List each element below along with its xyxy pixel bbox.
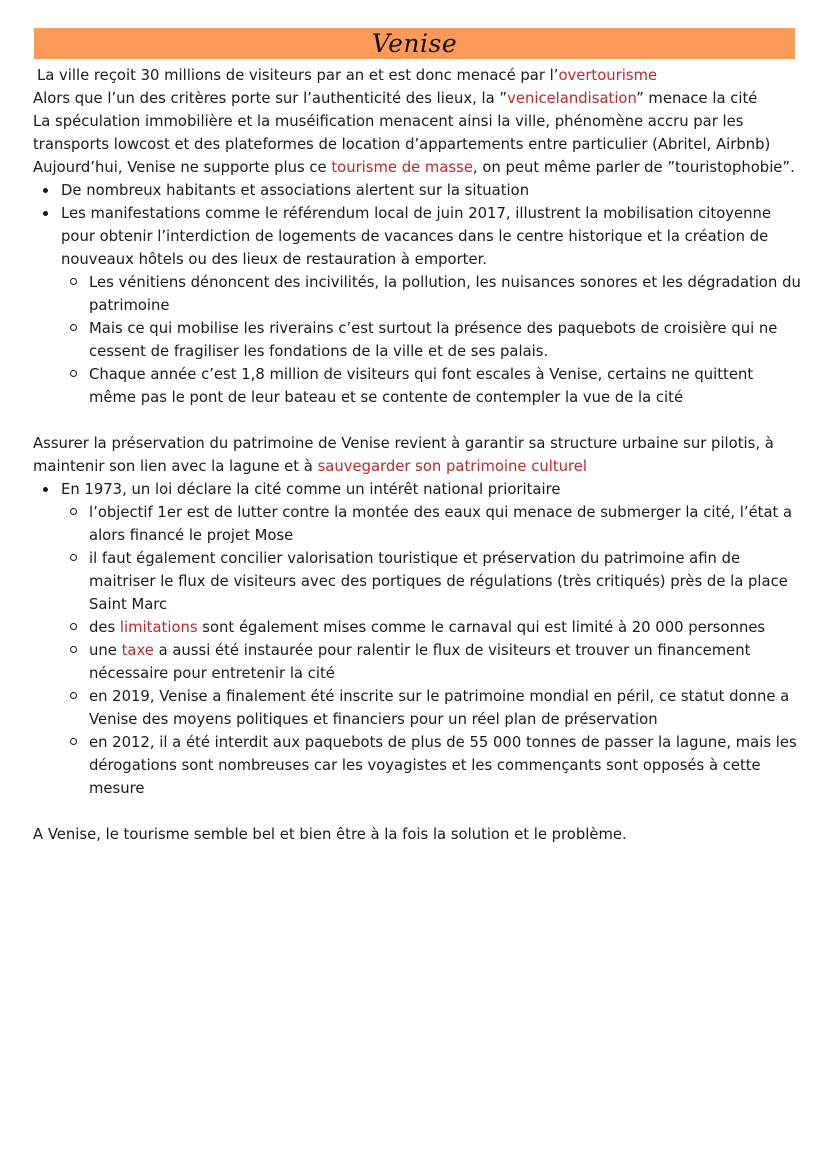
intro-paragraph-4: Aujourd’hui, Venise ne supporte plus ce tourisme de masse, on peut même parler de ”touristophobie”. (33, 159, 795, 176)
keyword-overtourisme: overtourisme (558, 67, 658, 84)
list-item: De nombreux habitants et associations alertent sur la situation (33, 179, 803, 202)
sub-list-item: l’objectif 1er est de lutter contre la montée des eaux qui menace de submerger la cité, l’état a alors financé le projet Mose (61, 501, 803, 547)
document-body (33, 64, 803, 846)
keyword-limitations: limitations (119, 619, 198, 636)
conclusion: A Venise, le tourisme semble bel et bien être à la fois la solution et le problème. (33, 826, 627, 843)
keyword-venicelandisation: venicelandisation (507, 90, 637, 107)
list-item: Les manifestations comme le référendum local de juin 2017, illustrent la mobilisation citoyenne pour obtenir l’interdiction de logements de vacances dans le centre historique et la création de nouveaux hôtels ou des lieux de restauration à emporter. Les vénitiens dénoncent des incivilités, la pollution, les nuisances sonores et les dégradation du patrimoine Mais ce qui mobilise les riverains c’est surtout la présence des paquebots de croisière qui ne cessent de fragiliser les fondations de la ville et de ses palais. Chaque année c’est 1,8 million de visiteurs qui font escales à Venise, certains ne quittent même pas le pont de leur bateau et se contente de contempler la vue de la cité (33, 202, 803, 409)
sub-list-item: il faut également concilier valorisation touristique et préservation du patrimoine afin de maitriser le flux de visiteurs avec des portiques de régulations (très critiqués) près de la place Saint Marc (61, 547, 803, 616)
sub-list-item: une taxe a aussi été instaurée pour ralentir le flux de visiteurs et trouver un financement nécessaire pour entretenir la cité (61, 639, 803, 685)
intro-paragraph-3: La spéculation immobilière et la muséification menacent ainsi la ville, phénomène accru par les transports lowcost et des plateformes de location d’appartements entre particulier (Abritel, Airbnb) (33, 113, 771, 153)
spacer (33, 800, 803, 823)
sub-list-item: en 2019, Venise a finalement été inscrite sur le patrimoine mondial en péril, ce statut donne a Venise des moyens politiques et financiers pour un réel plan de préservation (61, 685, 803, 731)
bullet-list-2 (33, 478, 803, 800)
keyword-taxe: taxe (121, 642, 154, 659)
spacer (33, 409, 803, 432)
intro-paragraph-1: La ville reçoit 30 millions de visiteurs par an et est donc menacé par l’overtourisme (37, 67, 658, 84)
sub-list-item: en 2012, il a été interdit aux paquebots de plus de 55 000 tonnes de passer la lagune, mais les dérogations sont nombreuses car les voyagistes et les commençants sont opposés à cette mesure (61, 731, 803, 800)
sub-list-item: des limitations sont également mises comme le carnaval qui est limité à 20 000 personnes (61, 616, 803, 639)
keyword-tourisme-de-masse: tourisme de masse (331, 159, 473, 176)
section2-paragraph: Assurer la préservation du patrimoine de Venise revient à garantir sa structure urbaine sur pilotis, à maintenir son lien avec la lagune et à sauvegarder son patrimoine culturel (33, 435, 774, 475)
sub-list-2 (61, 501, 803, 800)
sub-list-item: Les vénitiens dénoncent des incivilités, la pollution, les nuisances sonores et les dégradation du patrimoine (61, 271, 803, 317)
keyword-sauvegarder: sauvegarder son patrimoine culturel (317, 458, 587, 475)
bullet-list-1 (33, 179, 803, 409)
list-item: En 1973, un loi déclare la cité comme un intérêt national prioritaire l’objectif 1er est de lutter contre la montée des eaux qui menace de submerger la cité, l’état a alors financé le projet Mose il faut également concilier valorisation touristique et préservation du patrimoine afin de maitriser le flux de visiteurs avec des portiques de régulations (très critiqués) près de la place Saint Marc des limitations sont également mises comme le carnaval qui est limité à 20 000 personnes une taxe a aussi été instaurée pour ralentir le flux de visiteurs et trouver un financement nécessaire pour entretenir la cité en 2019, Venise a finalement été inscrite sur le patrimoine mondial en péril, ce statut donne a Venise des moyens politiques et financiers pour un réel plan de préservation en 2012, il a été interdit aux paquebots de plus de 55 000 tonnes de passer la lagune, mais les dérogations sont nombreuses car les voyagistes et les commençants sont opposés à cette mesure (33, 478, 803, 800)
sub-list-1 (61, 271, 803, 409)
sub-list-item: Chaque année c’est 1,8 million de visiteurs qui font escales à Venise, certains ne quittent même pas le pont de leur bateau et se contente de contempler la vue de la cité (61, 363, 803, 409)
intro-paragraph-2: Alors que l’un des critères porte sur l’authenticité des lieux, la ”venicelandisation” menace la cité (33, 90, 758, 107)
sub-list-item: Mais ce qui mobilise les riverains c’est surtout la présence des paquebots de croisière qui ne cessent de fragiliser les fondations de la ville et de ses palais. (61, 317, 803, 363)
title-bar (34, 28, 795, 59)
page-title: Venise (371, 29, 458, 58)
